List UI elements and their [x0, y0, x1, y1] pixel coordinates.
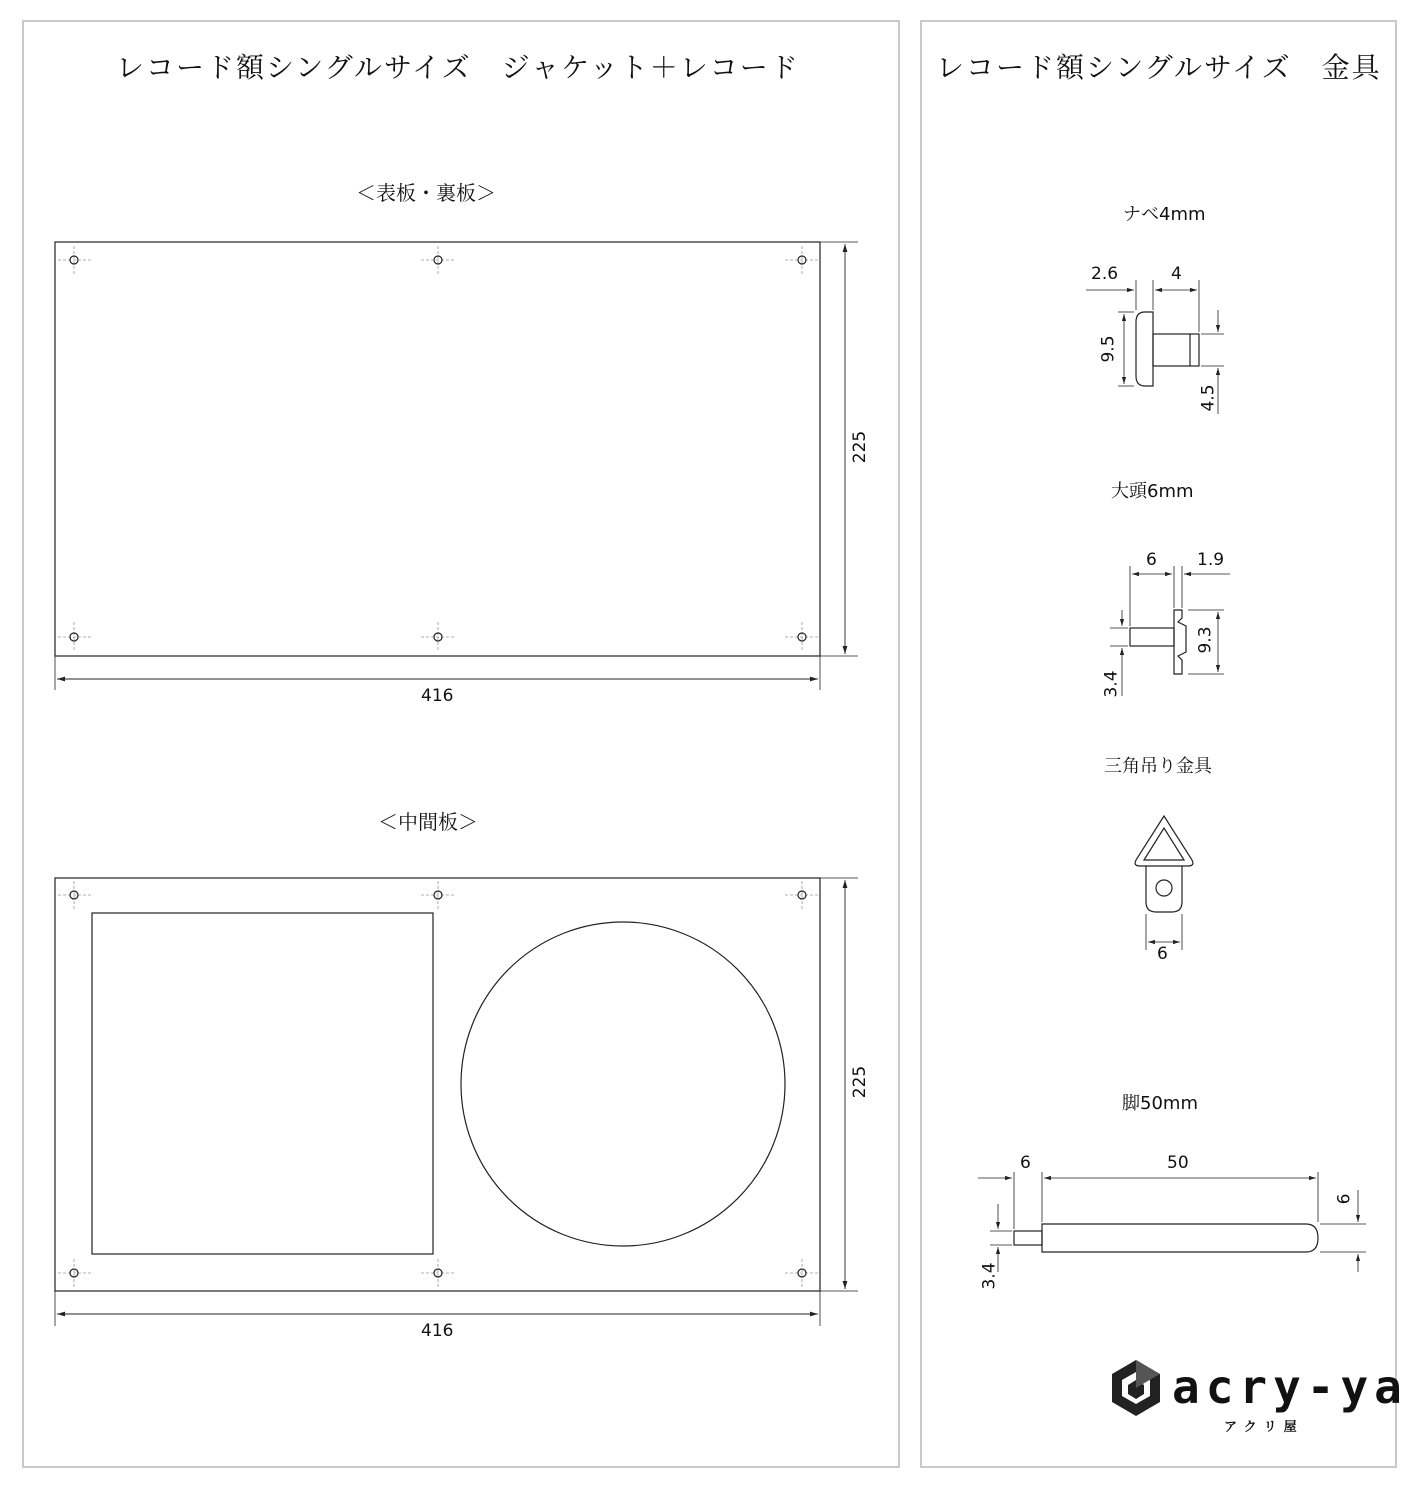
triangle-hanger-drawing: [1135, 816, 1193, 950]
leg-label: 脚50mm: [1122, 1093, 1198, 1114]
logo-kana: アクリ屋: [1224, 1420, 1304, 1435]
nabe-dim-head-height: 9.5: [1098, 335, 1119, 363]
leg-dim-length: 50: [1167, 1153, 1189, 1173]
front-back-label: ＜表板・裏板＞: [356, 181, 496, 205]
left-title: レコード額シングルサイズ ジャケット＋レコード: [116, 51, 800, 84]
triangle-dim-width: 6: [1157, 944, 1168, 964]
logo-word: acry-ya: [1172, 1360, 1408, 1414]
oatama-dim-shaft: 3.4: [1101, 670, 1122, 698]
acry-ya-logo-icon: [1112, 1360, 1160, 1416]
middle-width-label: 416: [421, 1321, 454, 1341]
oatama-dim-head: 1.9: [1197, 550, 1225, 570]
record-cutout: [461, 922, 785, 1246]
nabe-label: ナベ4mm: [1123, 204, 1206, 225]
leg-dim-pin: 6: [1020, 1153, 1031, 1173]
middle-label: ＜中間板＞: [378, 810, 478, 834]
leg-dim-diameter: 6: [1334, 1193, 1355, 1205]
jacket-cutout: [92, 913, 433, 1254]
front-back-holes: [58, 246, 819, 652]
front-back-width-label: 416: [421, 686, 454, 706]
front-back-height-label: 225: [850, 430, 871, 464]
leg-dim-pin-diameter: 3.4: [979, 1262, 1000, 1290]
oatama-label: 大頭6mm: [1111, 481, 1194, 502]
front-back-board: [55, 242, 820, 656]
nabe-dim-length: 4: [1171, 264, 1182, 284]
nabe-dim-shaft: 4.5: [1198, 384, 1219, 412]
middle-height-label: 225: [850, 1065, 871, 1099]
nabe-dim-head: 2.6: [1091, 264, 1119, 284]
oatama-dim-head-height: 9.3: [1195, 626, 1216, 654]
oatama-dim-length: 6: [1146, 550, 1157, 570]
triangle-label: 三角吊り金具: [1104, 756, 1212, 777]
middle-holes: [58, 881, 819, 1288]
middle-board: [55, 878, 820, 1291]
leg-drawing: [978, 1172, 1366, 1272]
right-title: レコード額シングルサイズ 金具: [936, 51, 1382, 84]
